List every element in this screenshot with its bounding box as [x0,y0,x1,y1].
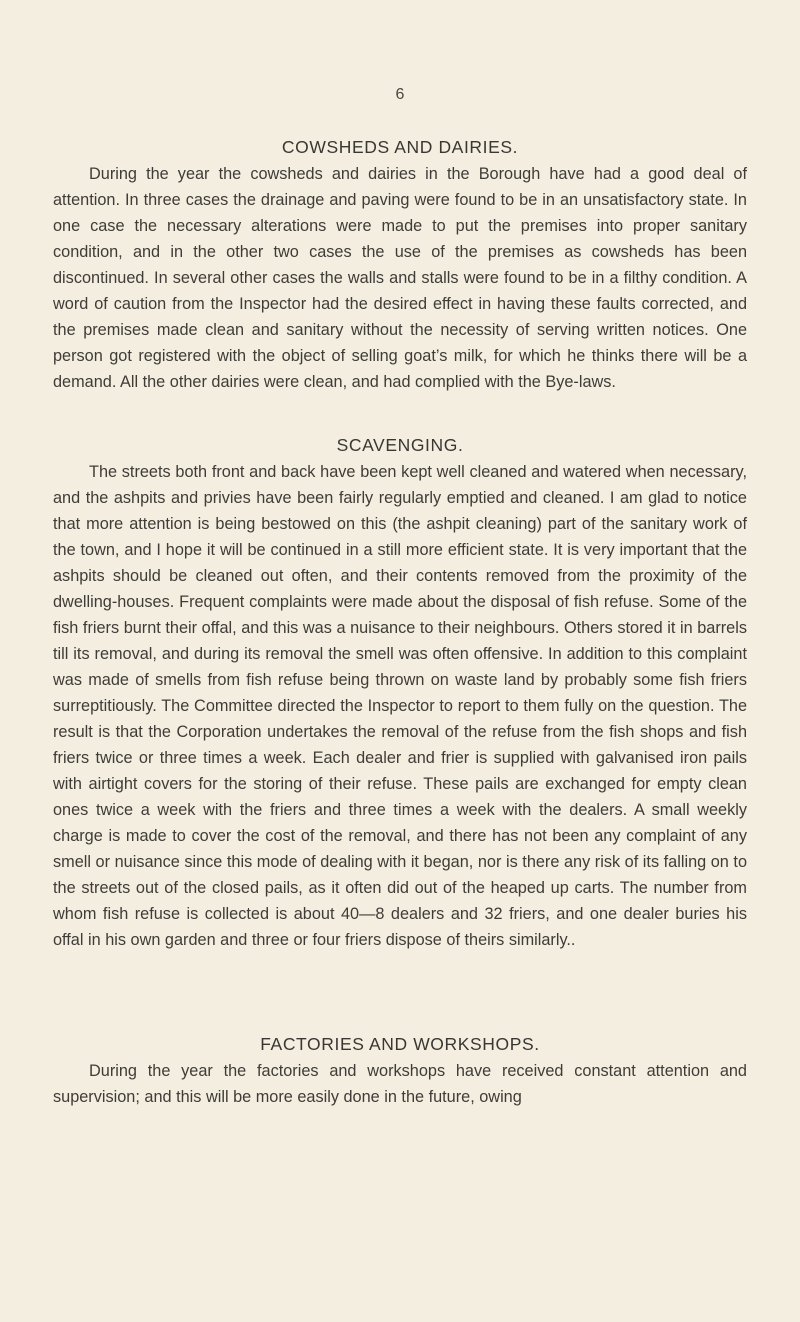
section-paragraph-cowsheds: During the year the cowsheds and dairies in the Borough have had a good deal of attention. In three cases the drainage and paving were found to be in an unsatisfactory state. In one case the necessary alterations were made to put the premises into proper sanitary condition, and in the other two cases the use of the premises as cowsheds has been discontinued. In several other cases the walls and stalls were found to be in a filthy condition. A word of caution from the Inspector had the desired effect in having these faults corrected, and the premises made clean and sanitary without the necessity of serving written notices. One person got registered with the object of selling goat’s milk, for which he thinks there will be a demand. All the other dairies were clean, and had complied with the Bye-laws. [53,165,747,391]
section-heading-scavenging: SCAVENGING. [336,435,464,455]
section-heading-factories: FACTORIES AND WORKSHOPS. [260,1034,540,1054]
section-heading-cowsheds: COWSHEDS AND DAIRIES. [281,137,519,157]
page-number: 6 [395,86,405,103]
section-paragraph-factories: During the year the factories and workshops have received constant attention and supervision; and this will be more easily done in the future, owing [53,1062,747,1106]
section-paragraph-scavenging: The streets both front and back have been kept well cleaned and watered when necessary, and the ashpits and privies have been fairly regularly emptied and cleaned. I am glad to notice that more attention is being bestowed on this (the ashpit cleaning) part of the sanitary work of the town, and I hope it will be continued in a still more efficient state. It is very important that the ashpits should be cleaned out often, and their contents removed from the proximity of the dwelling-houses. Frequent complaints were made about the disposal of fish refuse. Some of the fish friers burnt their offal, and this was a nuisance to their neighbours. Others stored it in barrels till its removal, and during its removal the smell was often offensive. In addition to this complaint was made of smells from fish refuse being thrown on waste land by probably some fish friers surreptitiously. The Committee directed the Inspector to report to them fully on the question. The result is that the Corporation undertakes the removal of the refuse from the fish shops and fish friers twice or three times a week. Each dealer and frier is supplied with galvanised iron pails with airtight covers for the storing of their refuse. These pails are exchanged for empty clean ones twice a week with the friers and three times a week with the dealers. A small weekly charge is made to cover the cost of the removal, and there has not been any complaint of any smell or nuisance since this mode of dealing with it began, nor is there any risk of its falling on to the streets out of the closed pails, as it often did out of the heaped up carts. The number from whom fish refuse is collected is about 40—8 dealers and 32 friers, and one dealer buries his offal in his own garden and three or four friers dispose of theirs similarly.. [53,463,747,949]
